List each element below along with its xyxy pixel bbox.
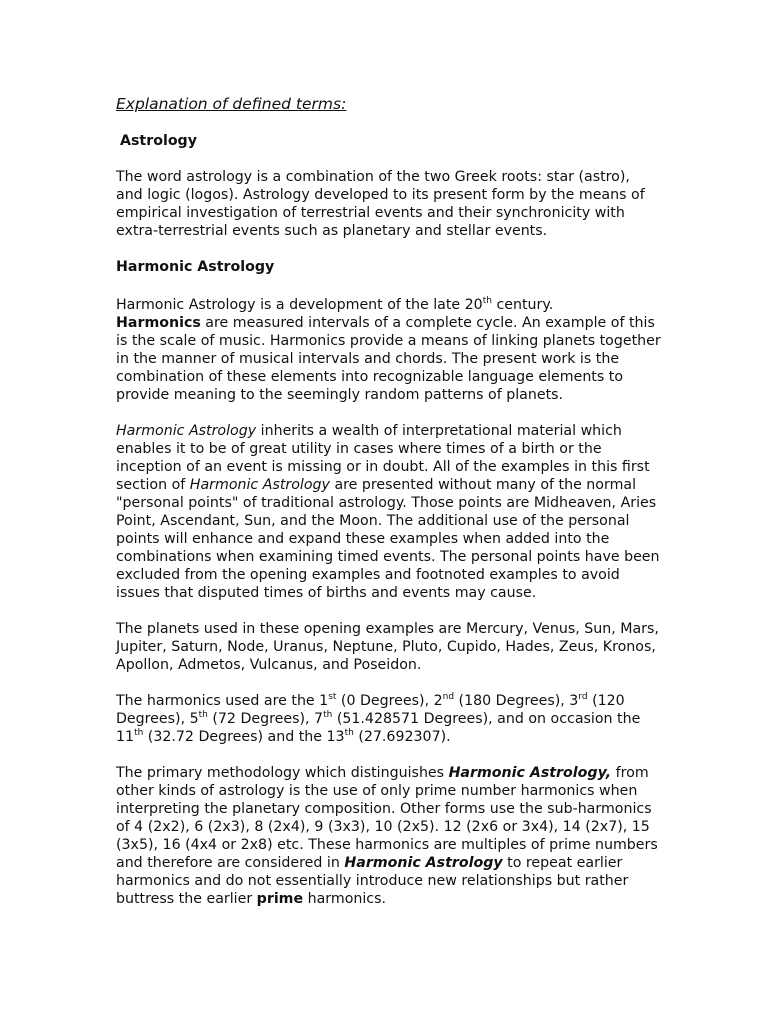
superscript: th	[482, 296, 492, 306]
section-heading-astrology: Astrology	[120, 133, 197, 149]
text-run: The primary methodology which distinguishes	[116, 765, 449, 781]
superscript: st	[328, 692, 337, 702]
text-run: (0 Degrees), 2	[336, 693, 443, 709]
spacer	[116, 602, 661, 620]
bold-term-prime: prime	[256, 891, 304, 907]
spacer	[116, 404, 661, 422]
text-run: (180 Degrees), 3	[454, 693, 579, 709]
italic-term: Harmonic Astrology	[189, 477, 330, 493]
text-run: (51.428571 Degrees), and on occasion the 11	[116, 711, 641, 745]
text-run: harmonics.	[303, 891, 387, 907]
superscript: th	[198, 710, 208, 720]
text-run: (32.72 Degrees) and the 13	[143, 729, 345, 745]
section-heading-harmonic-astrology: Harmonic Astrology	[116, 259, 275, 275]
spacer	[116, 276, 661, 296]
bold-italic-term: Harmonic Astrology	[344, 855, 503, 871]
bold-italic-term: Harmonic Astrology,	[448, 765, 612, 781]
text-run: to repeat earlier harmonics and do not essentially introduce new relationships but rather buttress the earlier	[116, 855, 629, 907]
superscript: th	[134, 728, 144, 738]
superscript: th	[344, 728, 354, 738]
text-run: (27.692307).	[353, 729, 451, 745]
text-run: from other kinds of astrology is the use of only prime number harmonics when interpreting the planetary composition. Other forms use the sub-harmonics of 4 (2x2), 6 (2x3), 8 (2x4), 9 (3x3), 10 (2x5). 12 (2x6 or 3x4), 14 (2x7), 15 (3x5), 16 (4x4 or 2x8) etc. These harmonics are multiples of prime numbers and therefore are considered in	[116, 765, 658, 871]
superscript: nd	[442, 692, 455, 702]
harmonic-paragraph-1	[116, 296, 661, 404]
superscript: th	[323, 710, 333, 720]
harmonic-paragraph-2	[116, 422, 661, 602]
spacer	[116, 114, 661, 132]
harmonic-paragraph-3: The planets used in these opening examples are Mercury, Venus, Sun, Mars, Jupiter, Saturn, Node, Uranus, Neptune, Pluto, Cupido, Hades, Zeus, Kronos, Apollon, Admetos, Vulcanus, and Poseidon.	[116, 621, 659, 673]
text-run: are presented without many of the normal "personal points" of traditional astrology. Those points are Midheaven, Aries Point, Ascendant, Sun, and the Moon. The additional use of the personal points will enhance and expand these examples when added into the combinations when examining timed events. The personal points have been excluded from the opening examples and footnoted examples to avoid issues that disputed times of births and events may cause.	[116, 477, 660, 601]
text-run: The harmonics used are the 1	[116, 693, 329, 709]
harmonic-paragraph-5	[116, 764, 661, 908]
spacer	[116, 240, 661, 258]
text-run: are measured intervals of a complete cycle. An example of this is the scale of music. Harmonics provide a means of linking planets together in the manner of musical intervals and chords. The present work is the combination of these elements into recognizable language elements to provide meaning to the seemingly random patterns of planets.	[116, 315, 661, 403]
text-run: century.	[491, 297, 554, 313]
spacer	[116, 150, 661, 168]
spacer	[116, 674, 661, 692]
text-run: (72 Degrees), 7	[207, 711, 324, 727]
text-run: inherits a wealth of interpretational material which enables it to be of great utility in cases where times of a birth or the inception of an event is missing or in doubt. All of the examples in this first section of	[116, 423, 650, 493]
italic-term: Harmonic Astrology	[116, 423, 257, 439]
spacer	[116, 746, 661, 764]
astrology-paragraph: The word astrology is a combination of the two Greek roots: star (astro), and logic (logos). Astrology developed to its present form by the means of empirical investigation of terrestrial events and their synchronicity with extra-terrestrial events such as planetary and stellar events.	[116, 169, 645, 239]
text-run: (120 Degrees), 5	[116, 693, 625, 727]
document-content	[116, 94, 661, 908]
text-run: Harmonic Astrology is a development of the late 20	[116, 297, 483, 313]
superscript: rd	[578, 692, 588, 702]
bold-term-harmonics: Harmonics	[116, 315, 201, 331]
harmonic-paragraph-4	[116, 692, 661, 746]
page-title: Explanation of defined terms:	[116, 95, 347, 113]
